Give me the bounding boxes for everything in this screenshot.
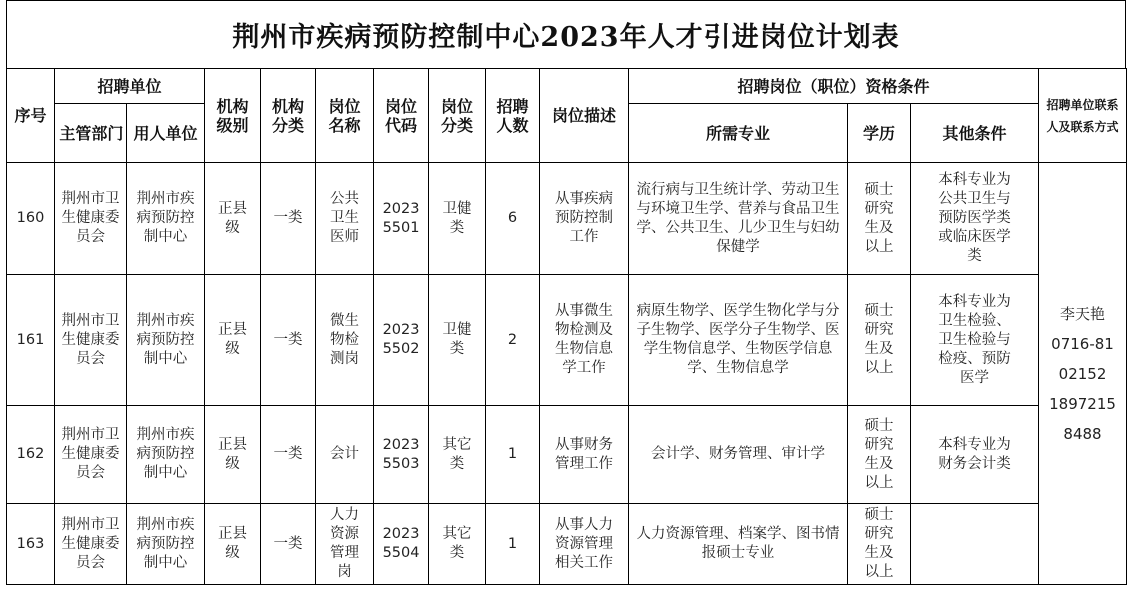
- cell-category: 一类: [261, 163, 316, 275]
- contact-phone-1: 0716-8102152: [1051, 334, 1114, 383]
- cell-employer: 荆州市疾病预防控制中心: [127, 163, 205, 275]
- contact-cell: [1039, 163, 1127, 585]
- cell-category: 一类: [261, 504, 316, 585]
- cell-other: 本科专业为财务会计类: [911, 406, 1039, 504]
- cell-post-name: 公共卫生医师: [316, 163, 374, 275]
- cell-major: 流行病与卫生统计学、劳动卫生与环境卫生学、营养与食品卫生学、公共卫生、儿少卫生与妇幼保健学: [629, 163, 848, 275]
- cell-other: [911, 504, 1039, 585]
- cell-dept: 荆州市卫生健康委员会: [55, 275, 127, 406]
- cell-employer: 荆州市疾病预防控制中心: [127, 406, 205, 504]
- cell-seq: 163: [7, 504, 55, 585]
- cell-seq: 162: [7, 406, 55, 504]
- header-level: 机构级别: [205, 69, 261, 163]
- page-title: 荆州市疾病预防控制中心2023年人才引进岗位计划表: [6, 0, 1126, 68]
- cell-major: 会计学、财务管理、审计学: [629, 406, 848, 504]
- cell-count: 1: [486, 504, 540, 585]
- cell-level: 正县级: [205, 504, 261, 585]
- cell-other: 本科专业为公共卫生与预防医学类或临床医学类: [911, 163, 1039, 275]
- cell-dept: 荆州市卫生健康委员会: [55, 406, 127, 504]
- header-post-type: 岗位分类: [429, 69, 486, 163]
- header-other: 其他条件: [911, 104, 1039, 163]
- cell-seq: 160: [7, 163, 55, 275]
- table-row: [7, 163, 1127, 275]
- cell-desc: 从事疾病预防控制工作: [540, 163, 629, 275]
- cell-post-type: 卫健类: [429, 163, 486, 275]
- cell-post-type: 其它类: [429, 504, 486, 585]
- header-contact: 招聘单位联系人及联系方式: [1039, 69, 1127, 163]
- header-category: 机构分类: [261, 69, 316, 163]
- cell-major: 人力资源管理、档案学、图书情报硕士专业: [629, 504, 848, 585]
- cell-post-name: 微生物检测岗: [316, 275, 374, 406]
- cell-post-code: 20235503: [374, 406, 429, 504]
- header-count: 招聘人数: [486, 69, 540, 163]
- cell-level: 正县级: [205, 163, 261, 275]
- cell-desc: 从事财务管理工作: [540, 406, 629, 504]
- cell-post-code: 20235502: [374, 275, 429, 406]
- header-major: 所需专业: [629, 104, 848, 163]
- cell-level: 正县级: [205, 275, 261, 406]
- cell-count: 1: [486, 406, 540, 504]
- cell-other: 本科专业为卫生检验、卫生检验与检疫、预防医学: [911, 275, 1039, 406]
- cell-major: 病原生物学、医学生物化学与分子生物学、医学分子生物学、医学生物信息学、生物医学信息学、生物信息学: [629, 275, 848, 406]
- table-row: [7, 275, 1127, 406]
- cell-degree: 硕士研究生及以上: [848, 406, 911, 504]
- cell-employer: 荆州市疾病预防控制中心: [127, 275, 205, 406]
- cell-level: 正县级: [205, 406, 261, 504]
- contact-name: 李天艳: [1060, 304, 1106, 323]
- cell-post-name: 会计: [316, 406, 374, 504]
- cell-seq: 161: [7, 275, 55, 406]
- cell-desc: 从事人力资源管理相关工作: [540, 504, 629, 585]
- header-seq: 序号: [7, 69, 55, 163]
- cell-degree: 硕士研究生及以上: [848, 504, 911, 585]
- cell-degree: 硕士研究生及以上: [848, 275, 911, 406]
- cell-post-code: 20235501: [374, 163, 429, 275]
- cell-degree: 硕士研究生及以上: [848, 163, 911, 275]
- header-post-code: 岗位代码: [374, 69, 429, 163]
- table-row: [7, 406, 1127, 504]
- table-row: [7, 504, 1127, 585]
- header-employer: 用人单位: [127, 104, 205, 163]
- cell-post-name: 人力资源管理岗: [316, 504, 374, 585]
- contact-phone-2: 18972158488: [1049, 394, 1116, 443]
- header-post-name: 岗位名称: [316, 69, 374, 163]
- header-recruit-unit: 招聘单位: [55, 69, 205, 104]
- cell-category: 一类: [261, 406, 316, 504]
- cell-category: 一类: [261, 275, 316, 406]
- header-dept: 主管部门: [55, 104, 127, 163]
- cell-dept: 荆州市卫生健康委员会: [55, 504, 127, 585]
- cell-dept: 荆州市卫生健康委员会: [55, 163, 127, 275]
- cell-post-code: 20235504: [374, 504, 429, 585]
- recruitment-table: [6, 68, 1127, 585]
- cell-post-type: 其它类: [429, 406, 486, 504]
- header-desc: 岗位描述: [540, 69, 629, 163]
- cell-desc: 从事微生物检测及生物信息学工作: [540, 275, 629, 406]
- cell-employer: 荆州市疾病预防控制中心: [127, 504, 205, 585]
- header-qualification: 招聘岗位（职位）资格条件: [629, 69, 1039, 104]
- cell-post-type: 卫健类: [429, 275, 486, 406]
- header-degree: 学历: [848, 104, 911, 163]
- cell-count: 2: [486, 275, 540, 406]
- cell-count: 6: [486, 163, 540, 275]
